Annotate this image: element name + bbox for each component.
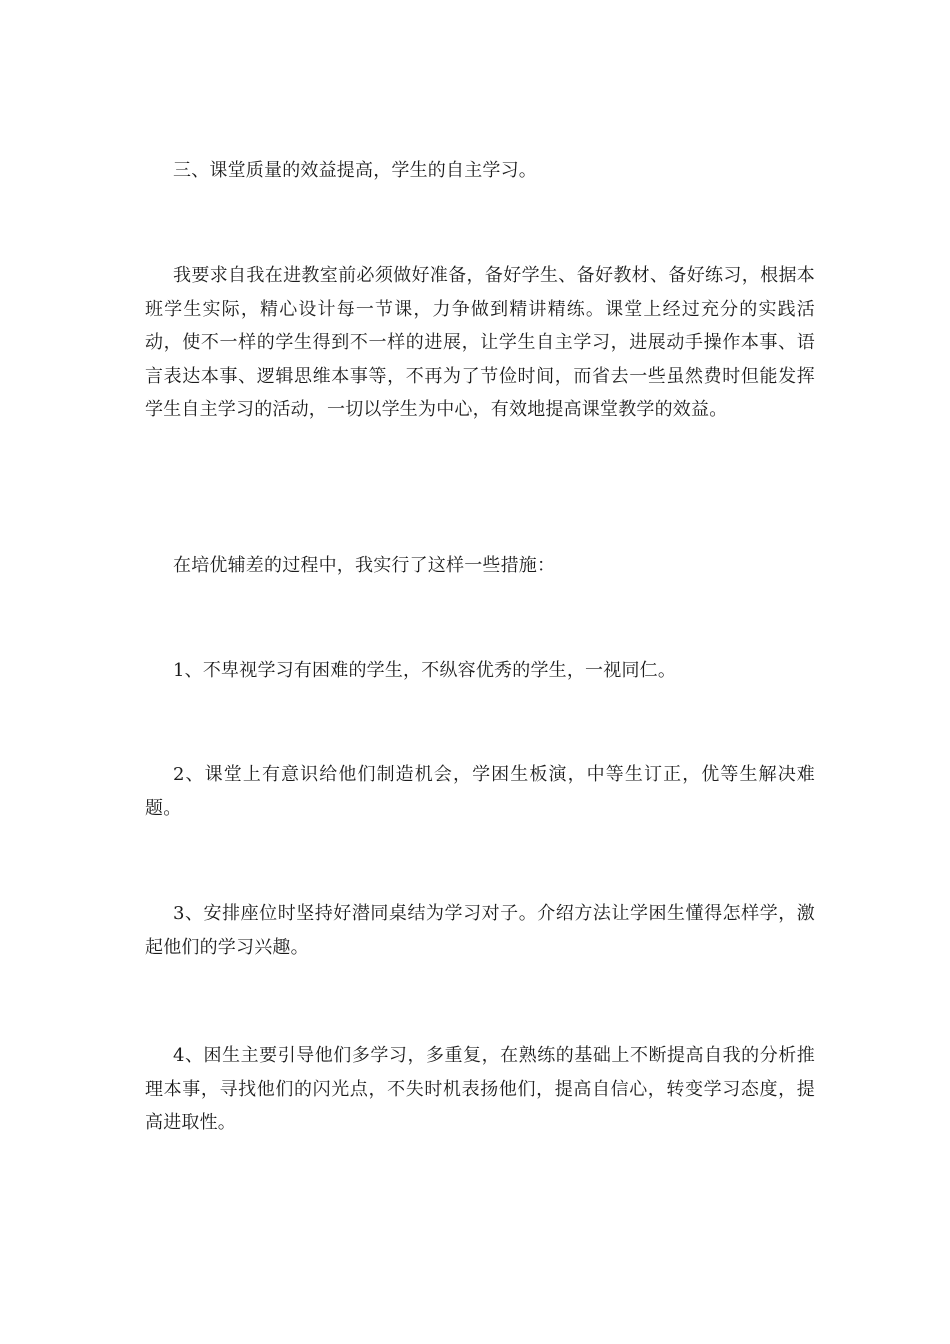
list-item-2: 2、课堂上有意识给他们制造机会，学困生板演，中等生订正，优等生解决难题。	[145, 764, 815, 819]
paragraph-measures-intro: 在培优辅差的过程中，我实行了这样一些措施：	[173, 555, 556, 576]
section-heading: 三、课堂质量的效益提高，学生的自主学习。	[173, 160, 537, 181]
list-item-1: 1、不卑视学习有困难的学生，不纵容优秀的学生，一视同仁。	[173, 660, 677, 681]
paragraph-lesson-preparation: 我要求自我在进教室前必须做好准备，备好学生、备好教材、备好练习，根据本班学生实际，精心设计每一节课，力争做到精讲精练。课堂上经过充分的实践活动，使不一样的学生得到不一样的进展，让学生自主学习，进展动手操作本事、语言表达本事、逻辑思维本事等，不再为了节俭时间，而省去一些虽然费时但能发挥学生自主学习的活动，一切以学生为中心，有效地提高课堂教学的效益。	[145, 265, 815, 420]
list-item-4: 4、困生主要引导他们多学习，多重复，在熟练的基础上不断提高自我的分析推理本事，寻找他们的闪光点，不失时机表扬他们，提高自信心，转变学习态度，提高进取性。	[145, 1045, 815, 1133]
list-item-3: 3、安排座位时坚持好潜同桌结为学习对子。介绍方法让学困生懂得怎样学，激起他们的学习兴趣。	[145, 903, 815, 958]
